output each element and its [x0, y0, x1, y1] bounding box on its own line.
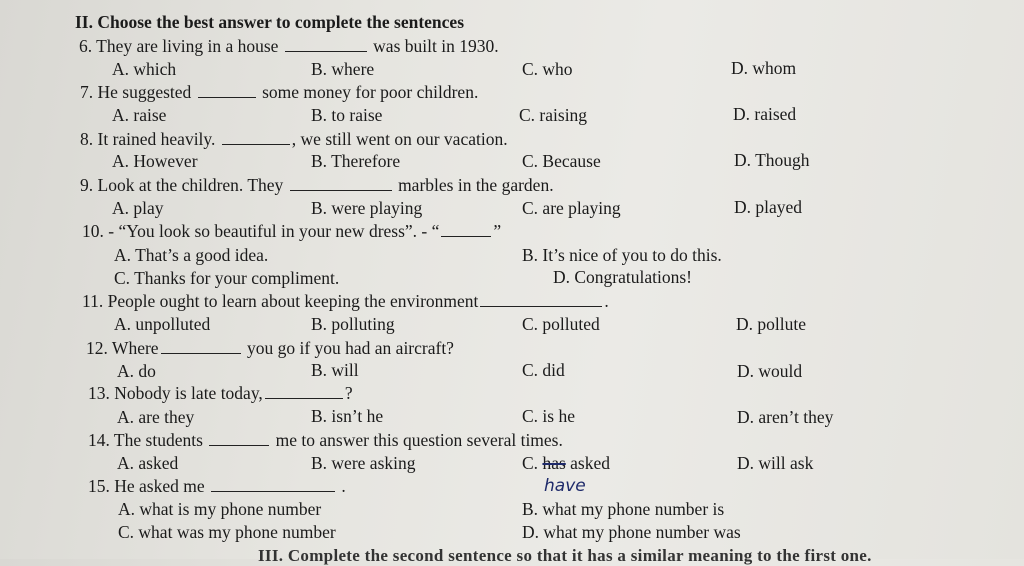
- q15-stem-end: .: [341, 476, 346, 496]
- question-15: [88, 476, 346, 496]
- q11-option-b: B. polluting: [311, 314, 395, 334]
- q15-option-d: D. what my phone number was: [522, 522, 741, 542]
- q10-option-b: B. It’s nice of you to do this.: [522, 245, 722, 265]
- q7-stem-end: some money for poor children.: [262, 82, 479, 102]
- q7-option-c: C. raising: [519, 105, 588, 125]
- q14-option-d: D. will ask: [737, 453, 814, 473]
- question-7: [80, 82, 478, 102]
- q12-stem-start: 12. Where: [86, 338, 159, 358]
- q14-stem-start: 14. The students: [88, 430, 203, 450]
- q14-option-c-letter: C.: [522, 453, 539, 473]
- q8-option-a: A. However: [112, 151, 198, 171]
- q15-stem-start: 15. He asked me: [88, 476, 205, 496]
- q10-option-d: D. Congratulations!: [553, 267, 693, 287]
- q6-stem-start: 6. They are living in a house: [79, 36, 279, 56]
- q9-blank: [290, 176, 392, 191]
- q8-stem-start: 8. It rained heavily.: [80, 129, 216, 149]
- q14-option-c-rest: asked: [570, 453, 610, 473]
- q15-option-a: A. what is my phone number: [118, 499, 322, 519]
- q6-option-b: B. where: [311, 59, 375, 79]
- q8-option-c: C. Because: [522, 151, 601, 171]
- q13-stem-start: 13. Nobody is late today,: [88, 383, 263, 403]
- q14-option-c: [522, 453, 610, 473]
- q8-option-d: D. Though: [734, 150, 810, 170]
- q14-blank: [209, 431, 269, 446]
- question-9: [80, 175, 554, 195]
- q13-option-a: A. are they: [117, 407, 195, 427]
- question-13: [88, 383, 353, 403]
- q9-option-d: D. played: [734, 197, 803, 217]
- q10-option-a: A. That’s a good idea.: [114, 245, 269, 265]
- q12-option-a: A. do: [117, 361, 156, 381]
- q14-stem-end: me to answer this question several times.: [275, 430, 563, 450]
- q7-option-d: D. raised: [733, 104, 797, 124]
- q9-option-a: A. play: [112, 198, 164, 218]
- q7-blank: [198, 83, 256, 98]
- question-6: [79, 36, 499, 56]
- question-14: [88, 430, 563, 450]
- q6-blank: [285, 37, 367, 52]
- q14-option-c-struck-word: has: [542, 453, 566, 473]
- next-section-heading: III. Complete the second sentence so that it has a similar meaning to the first one.: [258, 546, 872, 565]
- q7-stem-start: 7. He suggested: [80, 82, 192, 102]
- q15-blank: [211, 477, 335, 492]
- q13-option-d: D. aren’t they: [737, 407, 834, 427]
- q11-blank: [480, 292, 602, 307]
- q11-stem-end: .: [604, 291, 609, 311]
- q6-stem-end: was built in 1930.: [373, 36, 499, 56]
- q13-option-b: B. isn’t he: [311, 406, 384, 426]
- q11-option-c: C. polluted: [522, 314, 600, 334]
- q12-option-c: C. did: [522, 360, 565, 380]
- q14-option-b: B. were asking: [311, 453, 416, 473]
- section-heading: II. Choose the best answer to complete the sentences: [75, 12, 464, 32]
- q6-option-d: D. whom: [731, 58, 797, 78]
- question-11: [82, 291, 609, 311]
- q15-option-c: C. what was my phone number: [118, 522, 336, 542]
- question-10: [82, 221, 501, 241]
- q10-option-c: C. Thanks for your compliment.: [114, 268, 340, 288]
- q8-stem-end: , we still went on our vacation.: [291, 129, 508, 149]
- q11-option-d: D. pollute: [736, 314, 806, 334]
- q7-option-b: B. to raise: [311, 105, 383, 125]
- q10-stem-start: 10. - “You look so beautiful in your new dress”. - “: [82, 221, 440, 241]
- q13-option-c: C. is he: [522, 406, 575, 426]
- q7-option-a: A. raise: [112, 105, 167, 125]
- q9-stem-start: 9. Look at the children. They: [80, 175, 284, 195]
- q10-blank: [441, 222, 491, 237]
- q8-blank: [222, 130, 290, 145]
- q9-option-c: C. are playing: [522, 198, 621, 218]
- handwritten-correction: have: [544, 476, 586, 496]
- q13-stem-end: ?: [344, 383, 353, 403]
- q10-stem-end: ”: [493, 221, 502, 241]
- q9-stem-end: marbles in the garden.: [398, 175, 554, 195]
- q14-option-a: A. asked: [117, 453, 179, 473]
- q8-option-b: B. Therefore: [311, 151, 401, 171]
- q15-option-b: B. what my phone number is: [522, 499, 725, 519]
- q11-stem-start: 11. People ought to learn about keeping the environment: [82, 291, 479, 311]
- q12-stem-end: you go if you had an aircraft?: [246, 338, 454, 358]
- q12-option-d: D. would: [737, 361, 803, 381]
- q12-blank: [161, 339, 241, 354]
- question-12: [86, 338, 454, 358]
- q11-option-a: A. unpolluted: [114, 314, 211, 334]
- q6-option-a: A. which: [112, 59, 177, 79]
- q13-blank: [265, 384, 343, 399]
- q9-option-b: B. were playing: [311, 198, 423, 218]
- q6-option-c: C. who: [522, 59, 573, 79]
- q12-option-b: B. will: [311, 360, 359, 380]
- question-8: [80, 129, 508, 149]
